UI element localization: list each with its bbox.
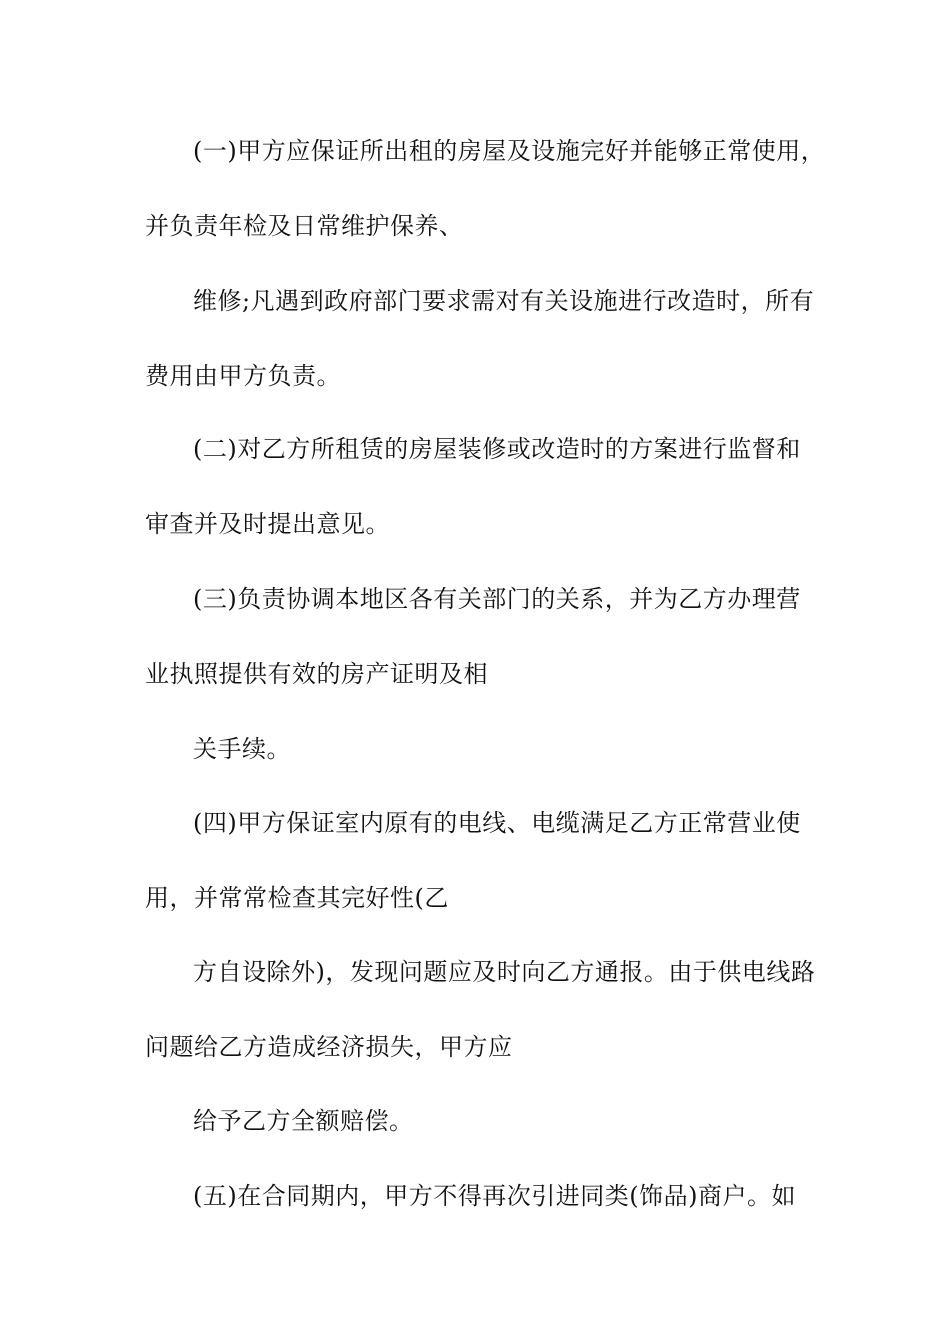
- paragraph-3-line-2: 业执照提供有效的房产证明及相: [145, 660, 488, 688]
- paragraph-4-line-1: (四)甲方保证室内原有的电线、电缆满足乙方正常营业使: [193, 809, 801, 837]
- paragraph-1-line-3: 维修;凡遇到政府部门要求需对有关设施进行改造时，所有: [193, 287, 815, 315]
- paragraph-4-line-3: 方自设除外)，发现问题应及时向乙方通报。由于供电线路: [193, 958, 816, 986]
- paragraph-4-line-4: 问题给乙方造成经济损失，甲方应: [145, 1033, 513, 1061]
- paragraph-4-line-5: 给予乙方全额赔偿。: [193, 1107, 414, 1135]
- paragraph-2-line-2: 审查并及时提出意见。: [145, 510, 390, 538]
- paragraph-4-line-2: 用，并常常检查其完好性(乙: [145, 884, 449, 912]
- paragraph-5-line-1: (五)在合同期内，甲方不得再次引进同类(饰品)商户。如: [193, 1182, 796, 1210]
- paragraph-3-line-3: 关手续。: [193, 735, 291, 763]
- paragraph-3-line-1: (三)负责协调本地区各有关部门的关系，并为乙方办理营: [193, 585, 801, 613]
- paragraph-1-line-2: 并负责年检及日常维护保养、: [145, 212, 464, 240]
- paragraph-1-line-1: (一)甲方应保证所出租的房屋及设施完好并能够正常使用，: [193, 137, 826, 165]
- paragraph-1-line-4: 费用由甲方负责。: [145, 362, 341, 390]
- paragraph-2-line-1: (二)对乙方所租赁的房屋装修或改造时的方案进行监督和: [193, 435, 801, 463]
